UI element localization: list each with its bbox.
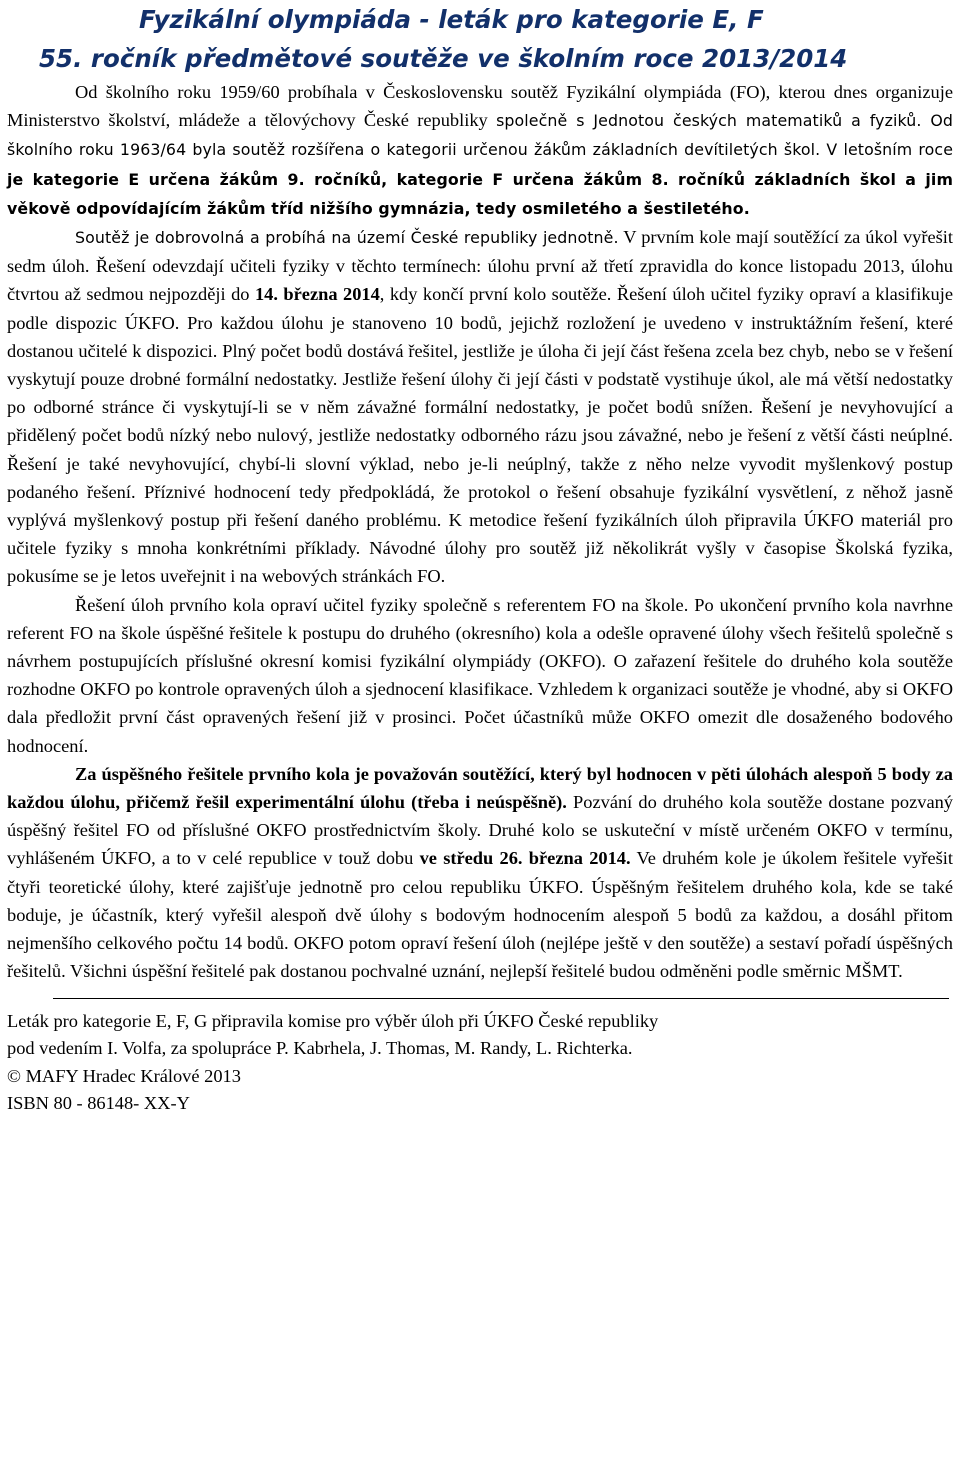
intro-text-3: V letošním roce <box>820 140 954 160</box>
footer-credits-2: pod vedením I. Volfa, za spolupráce P. Kabrhela, J. Thomas, M. Randy, L. Richterka. <box>7 1038 633 1058</box>
footer-credits-1: Leták pro kategorie E, F, G připravila komise pro výběr úloh při ÚKFO České republiky <box>7 1010 659 1031</box>
first-round-text-1: Soutěž je dobrovolná a probíhá na území České republiky jednotně. <box>75 228 619 248</box>
first-round-text-2: V prvním kole mají soutěžící za úkol vyřešit sedm úloh. Řešení odevzdají učiteli fyziky v těchto termínech: úlohu první až třetí zpravidla do konce listopadu 2013, úlohu čtvrtou až sedmou nejpozději do <box>7 227 953 305</box>
intro-text-1: Od školního roku 1959/60 probíhala v Československu soutěž Fyzikální olympiáda (FO), kterou dnes organizuje Ministerstvo školství, mládeže a tělovýchovy České republiky <box>7 82 953 131</box>
intro-text-2: společně s Jednotou českých matematiků a fyziků. Od školního roku 1963/64 byla soutěž rozšířena o kategorii určenou žákům základních devítiletých škol. <box>7 111 953 160</box>
footer-copyright: © MAFY Hradec Králové 2013 <box>7 1065 241 1086</box>
footer-isbn: ISBN 80 - 86148- XX-Y <box>7 1093 190 1113</box>
first-round-paragraph <box>7 223 953 591</box>
second-round-text-1: Pozvání do druhého kola soutěže dostane pozvaný úspěšný řešitel FO od příslušné OKFO prostřednictvím školy. Druhé kolo se uskuteční v místě určeném OKFO v termínu, vyhlášeném ÚKFO, a to v celé republice v touž dobu <box>7 792 953 869</box>
document-subtitle: 55. ročník předmětové soutěže ve školním roce 2013/2014 <box>39 44 848 73</box>
deadline-date: 14. března 2014 <box>254 284 380 305</box>
second-round-selection-paragraph: Řešení úloh prvního kola opraví učitel fyziky společně s referentem FO na škole. Po ukončení prvního kola navrhne referent FO na škole úspěšné řešitele k postupu do druhého (okresního) kola a odešle opravené úlohy všech řešitelů společně s návrhem postupujících příslušné okresní komisi fyzikální olympiády (OKFO). O zařazení řešitele do druhého kola soutěže rozhodne OKFO po kontrole opravených úloh a sjednocení klasifikace. Vzhledem k organizaci soutěže je vhodné, aby si OKFO dala předložit první část opravených řešení již v prosinci. Počet účastníků může OKFO omezit dle dosaženého bodového hodnocení. <box>7 594 953 756</box>
intro-paragraph <box>7 78 953 223</box>
successful-solver-paragraph <box>7 760 953 986</box>
document-page <box>7 0 953 1118</box>
footer-divider <box>53 998 949 999</box>
successful-solver-definition: Za úspěšného řešitele prvního kola je považován soutěžící, který byl hodnocen v pěti úlohách alespoň 5 body za každou úlohu, přičemž řešil experimentální úlohu (třeba i neúspěšně). <box>7 763 953 813</box>
category-e-text: je kategorie E určena žákům 9. <box>7 169 315 189</box>
second-round-date: ve středu 26. března 2014. <box>419 848 631 869</box>
second-round-text-2: Ve druhém kole je úkolem řešitele vyřešit čtyři teoretické úlohy, které zajišťuje jednotně pro celou republiku ÚKFO. Úspěšným řešitelem druhého kola, kde se také boduje, je účastník, který vyřešil alespoň dvě úlohy s bodovým hodnocením alespoň 5 bodů za každou, a dosáhl přitom nejmenšího celkového počtu 14 bodů. OKFO potom opraví řešení úloh (nejlépe ještě v den soutěže) a sestaví pořadí úspěšných řešitelů. Všichni úspěšní řešitelé pak dostanou pochvalné uznání, nejlepší řešitelé budou odměněni podle směrnic MŠMT. <box>7 848 953 982</box>
document-title: Fyzikální olympiáda - leták pro kategorie E, F <box>139 5 764 34</box>
category-f-text: ročníků, kategorie F určena žákům 8. ročníků základních škol a jim věkově odpovídajícím žákům tříd nižšího gymnázia, tedy osmiletého a šestiletého. <box>7 169 954 218</box>
first-round-text-3: , kdy končí první kolo soutěže. Řešení úloh učitel fyziky opraví a klasifikuje podle dispozic ÚKFO. Pro každou úlohu je stanoveno 10 bodů, jejichž rozložení je uvedeno v instruktážním řešení, které dostanou učitelé k dispozici. Plný počet bodů dostává řešitel, jestliže je úloha či její část řešena zcela bez chyb, nebo se v řešení vyskytují pouze drobné formální nedostatky. Jestliže řešení úlohy či její části v podstatě vystihuje úkol, ale má větší nedostatky po odborné stránce či vyskytují-li se v něm závažné formální nedostatky, je počet bodů snížen. Řešení je nevyhovující a přidělený počet bodů nízký nebo nulový, jestliže nedostatky odborného rázu jsou závažné, nebo je řešení z větší části neúplné. Řešení je také nevyhovující, chybí-li slovní výklad, nebo je-li neúplný, takže z něho nelze vyvodit myšlenkový postup podaného řešení. Příznivé hodnocení tedy předpokládá, že protokol o řešení obsahuje fyzikální vysvětlení, z něhož jasně vyplývá myšlenkový postup při řešení daného problému. K metodice řešení fyzikálních úloh připravila ÚKFO materiál pro učitele fyziky s mnoha konkrétními příklady. Návodné úlohy pro soutěž již několikrát vyšly v časopise Školská fyzika, pokusíme se je letos uveřejnit i na webových stránkách FO. <box>7 284 953 587</box>
